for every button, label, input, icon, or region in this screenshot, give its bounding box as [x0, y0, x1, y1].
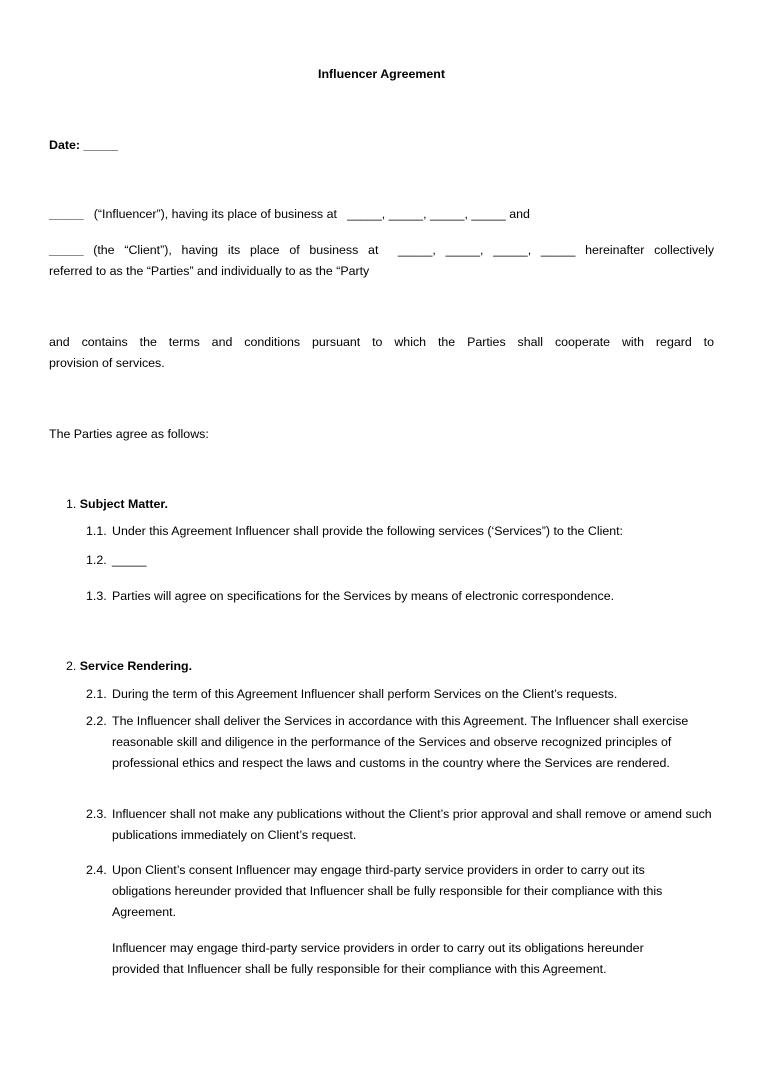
- client-party-tail: hereinafter collectively: [585, 243, 715, 257]
- client-address-blank: _____: [445, 243, 481, 257]
- agreement-intro: The Parties agree as follows:: [49, 427, 209, 441]
- date-label: Date:: [49, 138, 80, 152]
- influencer-party-line: _____ (“Influencer”), having its place of business at _____, _____, _____, _____ and: [49, 207, 530, 221]
- intro-paragraph-line-1: and contains the terms and conditions pursuant to which the Parties shall cooperate with regard to: [49, 335, 714, 349]
- date-line: [49, 135, 118, 156]
- client-address-blank: _____: [397, 243, 433, 257]
- client-name-blank: _____: [49, 243, 84, 257]
- influencer-address-blank: _____: [347, 207, 382, 221]
- section-number: 1.: [66, 497, 77, 511]
- clause-text: During the term of this Agreement Influencer shall perform Services on the Client’s requests.: [112, 687, 618, 701]
- client-party-text: (the “Client”), having its place of business at: [93, 243, 379, 257]
- intro-paragraph-line-2: provision of services.: [49, 356, 165, 370]
- clause-note-paragraph: Influencer may engage third-party service providers in order to carry out its obligations hereunder provided that Influencer shall be fully responsible for their compliance with this Agreement.: [112, 941, 644, 976]
- clause-text: The Influencer shall deliver the Services in accordance with this Agreement. The Influencer shall exercise reasonable skill and diligence in the performance of the Services and observe recognized principles of professional ethics and respect the laws and customs in the country where the Services are rendered.: [112, 714, 689, 770]
- clause-number: 1.2.: [86, 553, 107, 567]
- clause-number: 2.2.: [86, 714, 107, 728]
- section-heading-subject-matter: [66, 494, 168, 515]
- section-heading-service-rendering: [66, 656, 192, 677]
- client-address-blank: _____: [493, 243, 528, 257]
- influencer-address-blank: _____: [388, 207, 424, 221]
- clause-text: Influencer shall not make any publications without the Client’s prior approval and shall remove or amend such publications immediately on Client’s request.: [112, 807, 712, 842]
- document-title: Influencer Agreement: [318, 67, 445, 81]
- influencer-name-blank: _____: [49, 207, 84, 221]
- section-number: 2.: [66, 659, 77, 673]
- date-blank: _____: [83, 138, 118, 152]
- clause-number: 1.3.: [86, 589, 107, 603]
- client-party-continuation: referred to as the “Parties” and individually to as the “Party: [49, 264, 370, 278]
- influencer-address-blank: _____: [471, 207, 506, 221]
- clause-text: Under this Agreement Influencer shall provide the following services (‘Services”) to the Client:: [112, 524, 624, 538]
- clause-text: Parties will agree on specifications for the Services by means of electronic correspondence.: [112, 589, 615, 603]
- clause-text: Upon Client’s consent Influencer may engage third-party service providers in order to carry out its obligations hereunder provided that Influencer shall be fully responsible for their compliance with this Agreement.: [112, 863, 663, 919]
- clause-number: 1.1.: [86, 524, 107, 538]
- influencer-party-tail: and: [509, 207, 530, 221]
- influencer-address-blank: _____: [429, 207, 465, 221]
- clause-number: 2.4.: [86, 863, 107, 877]
- client-address-blank: _____: [540, 243, 576, 257]
- influencer-party-text: (“Influencer”), having its place of business at: [93, 207, 337, 221]
- section-title: Service Rendering.: [79, 659, 193, 673]
- section-title: Subject Matter.: [79, 497, 168, 511]
- clause-text-blank: _____: [112, 553, 147, 567]
- client-party-line: _____ (the “Client”), having its place of business at _____, _____, _____, _____ hereinafter collectively: [49, 243, 715, 257]
- clause-number: 2.3.: [86, 807, 107, 821]
- clause-number: 2.1.: [86, 687, 107, 701]
